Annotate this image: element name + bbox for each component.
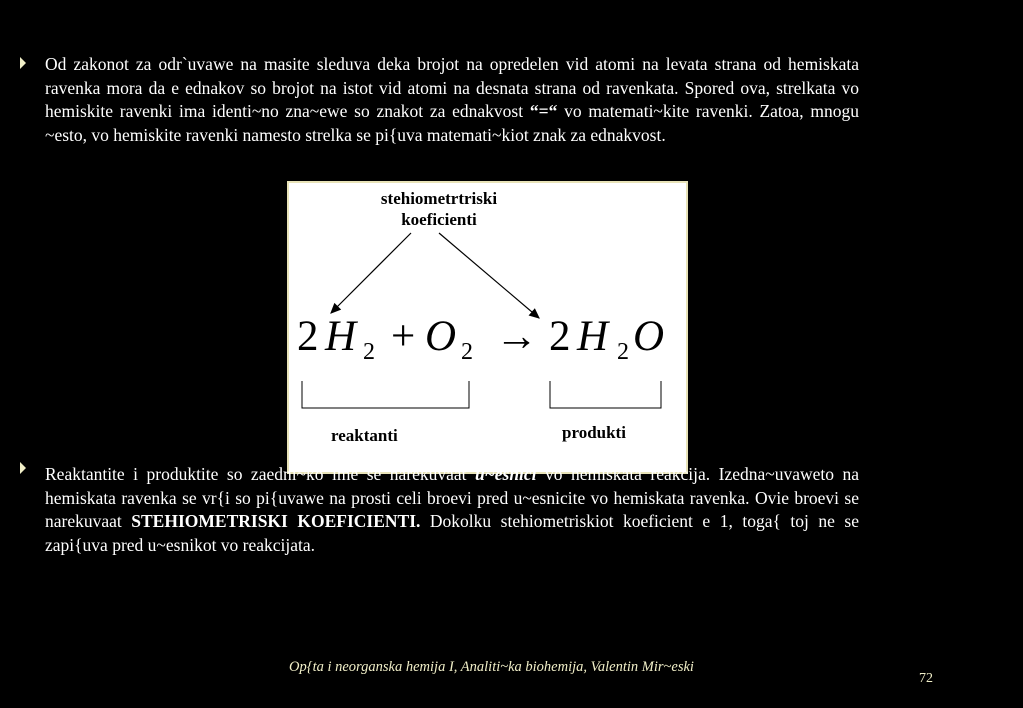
paragraph-law-of-mass — [45, 53, 859, 148]
arrow-to-product-coef — [439, 233, 539, 318]
coef-h2o: 2 — [549, 313, 571, 360]
paragraph2-start: Reaktantite i produktite so zaedni~ko ime se narekuvaat — [45, 464, 467, 484]
bullet-icon — [20, 462, 26, 474]
reactants-bracket — [302, 381, 469, 408]
coef-h2: 2 — [297, 313, 319, 360]
equation-figure — [287, 181, 688, 474]
arrow-to-reactant-coef — [331, 233, 411, 313]
paragraph2-end: Dokolku stehiometriskiot koeficient e 1, toga{ toj ne se zapi{uva pred u~esnikot vo reakcijata. — [45, 511, 859, 556]
plus-sign: + — [391, 313, 416, 360]
paragraph2-mid: vo hemiskata reakcija. Izedna~uvaweto na hemiskata ravenka se vr{i so pi{uvawe na prosti celi broevi pred u~esnicite vo hemiskata ravenka. Ovie broevi se narekuvaat — [45, 464, 860, 532]
reactants-label: reaktanti — [331, 426, 398, 445]
symbol-o: O — [425, 313, 457, 360]
sub-o2: 2 — [461, 339, 473, 365]
symbol-h-water: H — [577, 313, 609, 360]
paragraph-coefficients — [45, 463, 859, 558]
products-label: produkti — [562, 423, 626, 442]
footer-text: Op{ta i neorganska hemija I, Analiti~ka biohemija, Valentin Mir~eski — [289, 659, 694, 675]
products-bracket — [550, 381, 661, 408]
coef-label-line1: stehiometrtriski — [380, 189, 498, 208]
bullet-icon — [20, 57, 26, 69]
reaction-arrow: → — [495, 313, 538, 360]
stoichiometric-term: STEHIOMETRISKI KOEFICIENTI. — [131, 511, 421, 532]
participants-term: u~esnici — [475, 464, 537, 484]
page-number: 72 — [919, 671, 933, 686]
equals-symbol: “=“ — [529, 101, 558, 122]
chemical-equation — [297, 311, 677, 373]
paragraph1-end: vo matemati~kite ravenki. Zatoa, mnogu ~esto, vo hemiskite ravenki namesto strelka se pi{uva matemati~kiot znak za ednakvost. — [45, 101, 860, 146]
sub-h-water: 2 — [617, 339, 629, 365]
symbol-h: H — [325, 313, 357, 360]
coef-label-line2: koeficienti — [401, 210, 477, 229]
symbol-o-water: O — [633, 313, 665, 360]
paragraph1-text: Od zakonot za odr`uvawe na masite sleduva deka brojot na opredelen vid atomi na levata strana od hemiskata ravenka mora da e ednakov so brojot na istot vid atomi na desnata strana od ravenkata. Spored ova, strelkata vo hemiskite ravenki ima identi~no zna~ewe so znakot za ednakvost — [45, 54, 859, 122]
sub-h2: 2 — [363, 339, 375, 365]
